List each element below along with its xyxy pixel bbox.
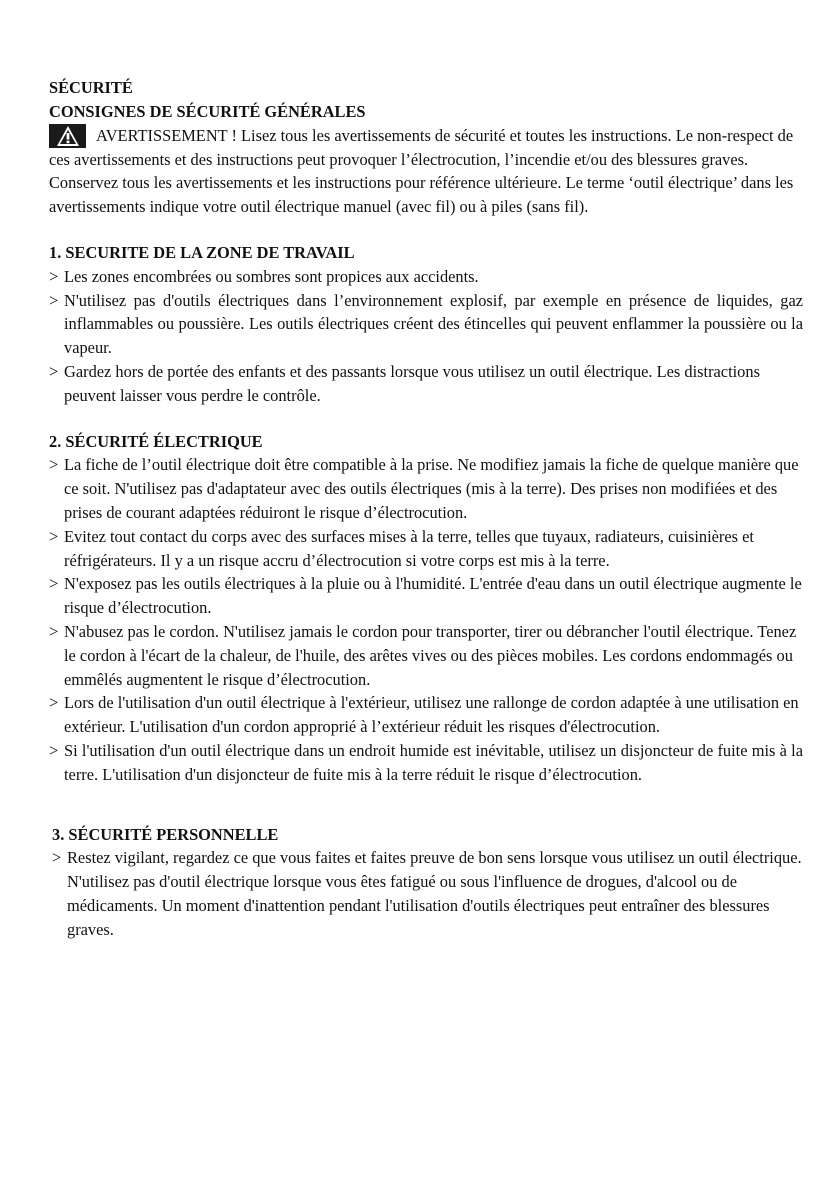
bullet-marker: >: [49, 526, 59, 546]
section-electrical: [49, 430, 803, 787]
bullet-marker: >: [49, 361, 59, 381]
bullet-marker: >: [49, 574, 59, 594]
bullet-marker: >: [49, 290, 59, 310]
document-page: [49, 76, 803, 942]
bullet-marker: >: [49, 621, 59, 641]
page-title: SÉCURITÉ: [49, 78, 133, 97]
bullet-marker: >: [49, 455, 59, 475]
section-heading: 3. SÉCURITÉ PERSONNELLE: [52, 824, 279, 844]
bullet-marker: >: [49, 266, 59, 286]
bullet-marker: >: [49, 693, 59, 713]
item-list: [49, 265, 803, 408]
bullet-marker: >: [49, 740, 59, 760]
section-personal: [49, 823, 803, 942]
warning-paragraph: [49, 124, 803, 172]
section-work-area: [49, 241, 803, 408]
list-item: > Gardez hors de portée des enfants et des passants lorsque vous utilisez un outil électrique. Les distractions peuvent laisser vous perdre le contrôle.: [49, 361, 760, 405]
list-item: > Evitez tout contact du corps avec des surfaces mises à la terre, telles que tuyaux, radiateurs, cuisinières et réfrigérateurs. Il y a un risque accru d’électrocution si votre corps est mis à la terre.: [49, 526, 754, 570]
list-item: > N'abusez pas le cordon. N'utilisez jamais le cordon pour transporter, tirer ou débrancher l'outil électrique. Tenez le cordon à l'écart de la chaleur, de l'huile, des arêtes vives ou des pièces mobiles. Les cordons endommagés ou emmêlés augmentent le risque d’électrocution.: [49, 621, 797, 689]
list-item: > La fiche de l’outil électrique doit être compatible à la prise. Ne modifiez jamais la fiche de quelque manière que ce soit. N'utilisez pas d'adaptateur avec des outils électriques (mis à la terre). Des prises non modifiées et des prises de courant adaptées réduiront le risque d’électrocution.: [49, 455, 799, 522]
warning-text: AVERTISSEMENT ! Lisez tous les avertissements de sécurité et toutes les instructions. Le non-respect de ces avertissements et des instructions peut provoquer l’électrocution, l’incendie et/ou des blessures graves.: [49, 125, 794, 169]
item-list: [49, 453, 803, 786]
warning-triangle-icon: [49, 124, 86, 148]
list-item: > N'exposez pas les outils électriques à la pluie ou à l'humidité. L'entrée d'eau dans un outil électrique augmente le risque d’électrocution.: [49, 574, 802, 618]
list-item: > Si l'utilisation d'un outil électrique dans un endroit humide est inévitable, utilisez un disjoncteur de fuite mis à la terre. L'utilisation d'un disjoncteur de fuite mis à la terre réduit le risque d’électrocution.: [49, 740, 803, 784]
section-heading: 2. SÉCURITÉ ÉLECTRIQUE: [49, 431, 263, 451]
page-subtitle: CONSIGNES DE SÉCURITÉ GÉNÉRALES: [49, 101, 366, 121]
list-item: > Restez vigilant, regardez ce que vous faites et faites preuve de bon sens lorsque vous utilisez un outil électrique. N'utilisez pas d'outil électrique lorsque vous êtes fatigué ou sous l'influence de drogues, d'alcool ou de médicaments. Un moment d'inattention pendant l'utilisation d'outils électriques peut entraîner des blessures graves.: [52, 848, 802, 939]
item-list: [52, 846, 803, 941]
intro-paragraph: Conservez tous les avertissements et les instructions pour référence ultérieure. Le terme ‘outil électrique’ dans les avertissements indique votre outil électrique manuel (avec fil) ou à piles (sans fil).: [49, 173, 794, 217]
section-heading: 1. SECURITE DE LA ZONE DE TRAVAIL: [49, 242, 355, 262]
list-item: > Les zones encombrées ou sombres sont propices aux accidents.: [49, 265, 803, 289]
bullet-marker: >: [52, 848, 62, 868]
list-item: > N'utilisez pas d'outils électriques dans l’environnement explosif, par exemple en présence de liquides, gaz inflammables ou poussière. Les outils électriques créent des étincelles qui peuvent enflammer la poussière ou la vapeur.: [49, 290, 803, 358]
list-item: > Lors de l'utilisation d'un outil électrique à l'extérieur, utilisez une rallonge de cordon adaptée à une utilisation en extérieur. L'utilisation d'un cordon approprié à l’extérieur réduit les risques d'électrocution.: [49, 693, 799, 737]
